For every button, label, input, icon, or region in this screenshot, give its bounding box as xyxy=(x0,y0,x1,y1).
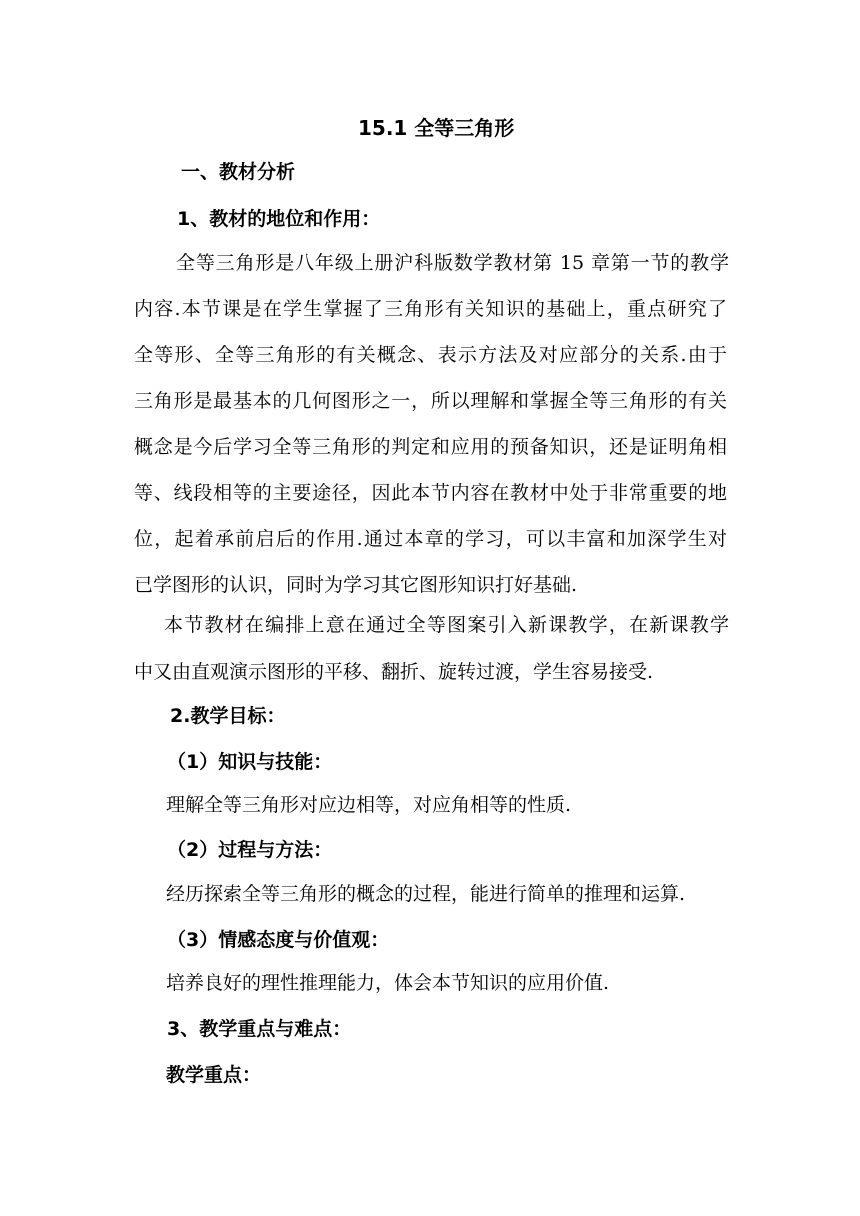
paragraph-line: 概念是今后学习全等三角形的判定和应用的预备知识，还是证明角相 xyxy=(134,436,727,458)
goal-text-attitude: 培养良好的理性推理能力，体会本节知识的应用价值. xyxy=(166,972,610,994)
paragraph-line: 位，起着承前启后的作用.通过本章的学习，可以丰富和加深学生对 xyxy=(134,528,727,550)
paragraph-line: 三角形是最基本的几何图形之一，所以理解和掌握全等三角形的有关 xyxy=(134,390,727,412)
key-point-heading: 教学重点： xyxy=(166,1064,262,1086)
subsection-heading-role: 1、教材的地位和作用： xyxy=(177,208,381,230)
paragraph-line: 等、线段相等的主要途径，因此本节内容在教材中处于非常重要的地 xyxy=(134,482,727,504)
subsection-heading-key-points: 3、教学重点与难点： xyxy=(167,1018,352,1040)
paragraph-line: 本节教材在编排上意在通过全等图案引入新课教学，在新课教学 xyxy=(164,614,729,636)
subsection-heading-goals: 2.教学目标： xyxy=(170,705,286,727)
goal-text-knowledge: 理解全等三角形对应边相等，对应角相等的性质. xyxy=(166,794,572,816)
goal-text-process: 经历探索全等三角形的概念的过程，能进行简单的推理和运算. xyxy=(166,883,686,905)
paragraph-line: 已学图形的认识，同时为学习其它图形知识打好基础. xyxy=(134,574,578,596)
paragraph-line: 全等三角形是八年级上册沪科版数学教材第 15 章第一节的教学 xyxy=(176,252,729,274)
paragraph-line: 内容.本节课是在学生掌握了三角形有关知识的基础上，重点研究了 xyxy=(134,298,727,320)
document-title: 15.1 全等三角形 xyxy=(358,116,515,140)
paragraph-line: 全等形、全等三角形的有关概念、表示方法及对应部分的关系.由于 xyxy=(134,344,727,366)
section-heading-textbook-analysis: 一、教材分析 xyxy=(181,161,296,183)
goal-heading-knowledge: （1）知识与技能： xyxy=(167,751,333,773)
paragraph-line: 中又由直观演示图形的平移、翻折、旋转过渡，学生容易接受. xyxy=(134,661,654,683)
goal-heading-attitude: （3）情感态度与价值观： xyxy=(167,929,390,951)
goal-heading-process: （2）过程与方法： xyxy=(167,839,333,861)
